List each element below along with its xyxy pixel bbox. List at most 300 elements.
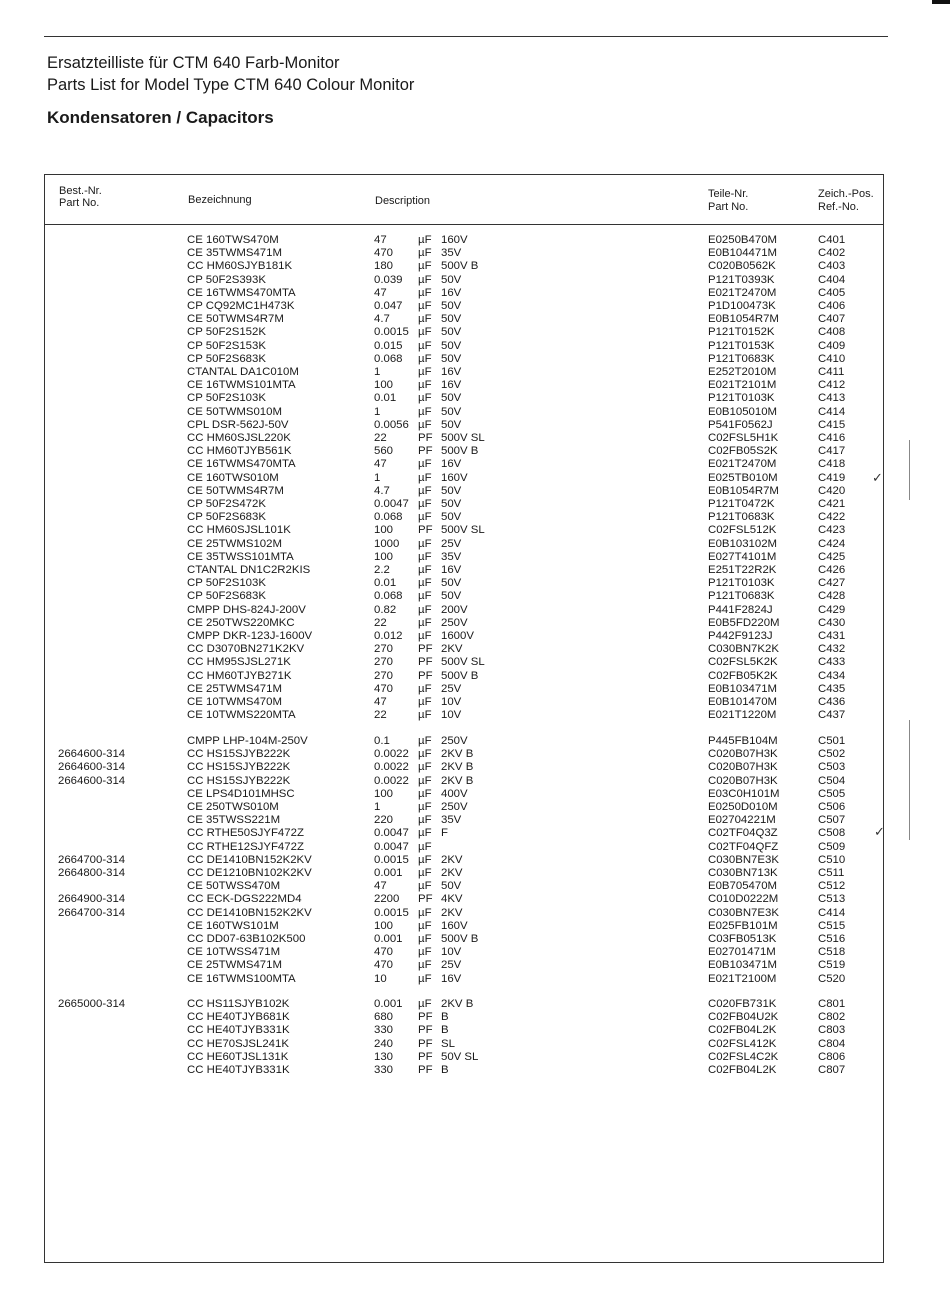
row-part-no: 2665000-314 [58,998,126,1010]
row-teile-nr: E027T4101M [708,550,777,563]
row-ref-no: C409 [818,339,846,352]
row-unit: µF [418,392,432,405]
row-unit: µF [418,564,432,576]
row-voltage: 16V [441,458,462,471]
row-voltage: 2KV B [441,761,474,774]
row-teile-nr: C030BN7E3K [708,906,779,919]
table-row [0,538,950,551]
table-row [0,920,950,933]
row-bezeichnung: CP 50F2S472K [187,498,266,510]
row-ref-no: C425 [818,550,846,563]
table-row [0,564,950,577]
row-ref-no: C428 [818,590,846,603]
row-value: 1 [374,801,381,813]
row-bezeichnung: CE 160TWS101M [187,919,279,932]
row-unit: µF [418,590,432,603]
row-bezeichnung: CC HM60TJYB561K [187,445,292,458]
row-voltage: 10V [441,946,462,959]
row-part-no: 2664700-314 [58,853,126,866]
row-value: 0.039 [374,273,403,286]
row-unit: µF [418,840,432,853]
row-unit: µF [418,959,432,972]
row-ref-no: C806 [818,1050,846,1063]
row-value: 100 [374,550,394,563]
row-bezeichnung: CC HM60SJYB181K [187,260,293,273]
row-ref-no: C405 [818,286,846,299]
row-bezeichnung: CP CQ92MC1H473K [187,300,295,312]
row-unit: µF [418,313,432,326]
row-bezeichnung: CC HM60SJSL220K [187,432,291,444]
row-bezeichnung: CC HE40TJYB681K [187,1011,290,1024]
row-ref-no: C414 [818,405,846,418]
document-title-de: Ersatzteilliste für CTM 640 Farb-Monitor [47,54,340,72]
table-row [0,234,950,247]
table-row [0,1051,950,1064]
row-bezeichnung: CC HM60SJSL101K [187,524,291,537]
row-value: 0.001 [374,998,403,1010]
row-voltage: 500V SL [441,524,485,537]
table-row [0,1064,950,1077]
row-unit: µF [418,458,432,471]
row-teile-nr: C02FSL5K2K [708,656,778,669]
row-voltage: 50V [441,590,462,603]
row-ref-no: C519 [818,959,846,972]
row-voltage: B [441,1024,449,1037]
table-row [0,880,950,893]
row-voltage: 200V [441,603,468,616]
corner-mark [932,0,950,4]
row-unit: µF [418,919,432,932]
row-value: 0.0015 [374,853,409,866]
row-voltage: 50V [441,405,462,418]
row-voltage: 50V [441,418,462,431]
row-value: 0.0056 [374,418,409,431]
row-unit: µF [418,366,432,378]
table-row [0,735,950,748]
row-ref-no: C433 [818,656,846,669]
row-value: 100 [374,379,394,392]
row-teile-nr: C010D0222M [708,893,779,906]
row-bezeichnung: CC HE60TJSL131K [187,1050,289,1063]
row-unit: µF [418,537,432,550]
table-row [0,933,950,946]
row-bezeichnung: CP 50F2S103K [187,392,266,405]
table-row [0,300,950,313]
row-bezeichnung: CPL DSR-562J-50V [187,418,289,431]
row-value: 0.82 [374,603,397,616]
table-row [0,260,950,273]
row-value: 0.0015 [374,326,409,339]
row-ref-no: C801 [818,998,846,1010]
row-ref-no: C407 [818,313,846,326]
row-ref-no: C403 [818,260,846,273]
table-row [0,761,950,774]
row-teile-nr: P445FB104M [708,735,778,747]
table-row [0,946,950,959]
row-bezeichnung: CP 50F2S683K [187,511,266,524]
row-teile-nr: E0B1054R7M [708,313,779,326]
table-row [0,814,950,827]
row-voltage: 2KV [441,867,463,879]
row-ref-no: C513 [818,893,846,906]
row-teile-nr: C020B07H3K [708,761,778,774]
table-row [0,973,950,986]
row-value: 47 [374,458,387,471]
row-part-no: 2664700-314 [58,906,126,919]
document-title-en: Parts List for Model Type CTM 640 Colour Monitor [47,76,415,94]
table-row [0,340,950,353]
row-bezeichnung: CP 50F2S152K [187,326,266,339]
row-teile-nr: P1D100473K [708,300,776,312]
table-row [0,775,950,788]
row-value: 47 [374,880,387,893]
row-unit: µF [418,801,432,813]
table-row [0,696,950,709]
row-value: 0.068 [374,511,403,524]
row-unit: µF [418,774,432,787]
row-value: 4.7 [374,484,390,497]
row-voltage: 50V [441,498,462,510]
row-bezeichnung: CC HE70SJSL241K [187,1037,289,1050]
row-voltage: 400V [441,787,468,800]
row-value: 0.001 [374,867,403,879]
row-value: 130 [374,1050,394,1063]
row-teile-nr: P441F2824J [708,603,773,616]
row-voltage: B [441,1064,449,1076]
table-row [0,577,950,590]
row-teile-nr: P121T0153K [708,339,775,352]
row-bezeichnung: CE 25TWMS471M [187,959,282,972]
row-bezeichnung: CC DE1210BN102K2KV [187,867,312,879]
row-voltage: 50V [441,392,462,405]
row-bezeichnung: CC ECK-DGS222MD4 [187,893,302,906]
row-bezeichnung: CTANTAL DA1C010M [187,366,299,378]
table-row [0,617,950,630]
row-bezeichnung: CE 50TWMS4R7M [187,313,284,326]
row-unit: PF [418,1064,433,1076]
row-bezeichnung: CC HM95SJSL271K [187,656,291,669]
table-row [0,326,950,339]
row-voltage: 500V SL [441,432,485,444]
row-voltage: 16V [441,366,462,378]
row-teile-nr: E0B103471M [708,959,778,972]
table-row [0,959,950,972]
row-voltage: 500V SL [441,656,485,669]
row-teile-nr: P442F9123J [708,630,773,642]
row-ref-no: C512 [818,880,846,893]
row-unit: PF [418,669,433,682]
row-ref-no: C515 [818,919,846,932]
row-bezeichnung: CC RTHE50SJYF472Z [187,827,304,840]
row-unit: µF [418,630,432,642]
row-voltage: 160V [441,471,468,484]
table-row [0,524,950,537]
row-bezeichnung: CC HS11SJYB102K [187,998,290,1010]
row-unit: µF [418,286,432,299]
row-value: 240 [374,1037,394,1050]
row-voltage: 50V [441,484,462,497]
row-teile-nr: E0250B470M [708,234,778,246]
table-row [0,827,950,840]
row-voltage: 500V B [441,933,479,945]
row-teile-nr: C03FB0513K [708,933,777,945]
row-value: 47 [374,696,387,708]
row-teile-nr: C02FB04L2K [708,1064,777,1076]
row-value: 22 [374,709,387,722]
row-unit: µF [418,814,432,827]
header-zeich-pos: Zeich.-Pos. [818,188,874,200]
row-voltage: 250V [441,735,468,747]
row-value: 0.0047 [374,827,409,840]
row-bezeichnung: CE 250TWS220MKC [187,616,295,629]
table-row [0,748,950,761]
row-unit: µF [418,709,432,722]
row-unit: µF [418,682,432,695]
row-voltage: B [441,1011,449,1024]
row-ref-no: C431 [818,630,846,642]
row-teile-nr: C020B07H3K [708,748,778,761]
row-bezeichnung: CE 10TWMS220MTA [187,709,296,722]
row-unit: µF [418,603,432,616]
row-unit: µF [418,933,432,945]
row-bezeichnung: CE 160TWS470M [187,234,279,246]
row-voltage: 4KV [441,893,463,906]
row-ref-no: C510 [818,853,846,866]
row-value: 0.0022 [374,761,409,774]
row-value: 470 [374,959,394,972]
row-bezeichnung: CC D3070BN271K2KV [187,643,305,656]
row-voltage: 250V [441,801,468,813]
row-value: 1 [374,366,381,378]
row-ref-no: C437 [818,709,846,722]
row-value: 0.068 [374,590,403,603]
row-voltage: 10V [441,696,462,708]
header-best-nr: Best.-Nr. [59,185,102,197]
row-value: 470 [374,682,394,695]
row-bezeichnung: CE 16TWMS101MTA [187,379,296,392]
row-ref-no: C430 [818,616,846,629]
row-teile-nr: E0B104471M [708,247,778,260]
row-unit: µF [418,339,432,352]
row-teile-nr: C02FB05S2K [708,445,778,458]
top-rule [44,36,888,37]
row-value: 100 [374,524,394,537]
row-ref-no: C424 [818,537,846,550]
row-ref-no: C417 [818,445,846,458]
row-teile-nr: E02701471M [708,946,776,959]
row-value: 560 [374,445,394,458]
row-value: 1000 [374,537,400,550]
row-teile-nr: E02704221M [708,814,776,827]
row-voltage: 50V [441,577,462,590]
row-value: 2200 [374,893,400,906]
row-bezeichnung: CP 50F2S393K [187,273,266,286]
row-unit: µF [418,511,432,524]
row-bezeichnung: CE 35TWSS101MTA [187,550,294,563]
row-ref-no: C520 [818,972,846,985]
row-ref-no: C436 [818,696,846,708]
header-teile-nr: Teile-Nr. [708,188,749,200]
row-teile-nr: E021T2470M [708,458,777,471]
row-ref-no: C420 [818,484,846,497]
row-unit: µF [418,418,432,431]
row-unit: PF [418,524,433,537]
row-part-no: 2664800-314 [58,867,126,879]
row-ref-no: C503 [818,761,846,774]
row-bezeichnung: CMPP DKR-123J-1600V [187,630,313,642]
row-ref-no: C804 [818,1037,846,1050]
row-value: 180 [374,260,394,273]
table-row [0,419,950,432]
row-bezeichnung: CE 35TWMS471M [187,247,282,260]
row-unit: µF [418,853,432,866]
row-bezeichnung: CP 50F2S683K [187,590,266,603]
row-unit: PF [418,656,433,669]
row-value: 10 [374,972,387,985]
table-row [0,406,950,419]
row-unit: PF [418,1037,433,1050]
row-value: 47 [374,234,387,246]
row-voltage: 2KV B [441,774,474,787]
table-row [0,1011,950,1024]
row-value: 470 [374,946,394,959]
row-bezeichnung: CE 35TWSS221M [187,814,281,827]
row-value: 0.0047 [374,840,409,853]
row-bezeichnung: CE 25TWMS471M [187,682,282,695]
row-voltage: 500V B [441,260,479,273]
row-unit: µF [418,405,432,418]
row-unit: µF [418,352,432,365]
row-teile-nr: E025TB010M [708,471,778,484]
table-row [0,353,950,366]
row-teile-nr: E0B1054R7M [708,484,779,497]
header-teile-part-no: Part No. [708,201,749,213]
table-row [0,274,950,287]
row-value: 22 [374,432,387,444]
row-ref-no: C406 [818,300,846,312]
table-row [0,590,950,603]
row-teile-nr: E0B103471M [708,682,778,695]
row-ref-no: C807 [818,1064,846,1076]
row-bezeichnung: CE 50TWMS4R7M [187,484,284,497]
row-ref-no: C434 [818,669,846,682]
row-voltage: 250V [441,616,468,629]
row-unit: µF [418,972,432,985]
table-row [0,893,950,906]
row-teile-nr: C02FB04L2K [708,1024,777,1037]
table-row [0,392,950,405]
row-voltage: 2KV [441,643,463,656]
row-value: 0.0022 [374,774,409,787]
row-bezeichnung: CC HS15SJYB222K [187,761,291,774]
row-teile-nr: E021T1220M [708,709,777,722]
row-voltage: 25V [441,959,462,972]
row-unit: µF [418,326,432,339]
row-unit: µF [418,946,432,959]
row-bezeichnung: CC HE40TJYB331K [187,1024,290,1037]
row-value: 0.01 [374,392,397,405]
row-teile-nr: E021T2470M [708,286,777,299]
row-value: 270 [374,643,394,656]
row-ref-no: C413 [818,392,846,405]
check-mark-icon: ✓ [874,824,885,839]
row-teile-nr: P121T0103K [708,577,775,590]
row-value: 220 [374,814,394,827]
row-ref-no: C506 [818,801,846,813]
row-ref-no: C419 [818,471,846,484]
row-bezeichnung: CE 10TWSS471M [187,946,281,959]
row-teile-nr: C030BN713K [708,867,778,879]
row-ref-no: C401 [818,234,846,246]
row-value: 0.068 [374,352,403,365]
row-ref-no: C501 [818,735,846,747]
row-teile-nr: C020B0562K [708,260,776,273]
row-bezeichnung: CC DE1410BN152K2KV [187,853,312,866]
row-bezeichnung: CE 10TWMS470M [187,696,282,708]
row-unit: PF [418,1011,433,1024]
row-ref-no: C516 [818,933,846,945]
row-ref-no: C435 [818,682,846,695]
row-part-no: 2664900-314 [58,893,126,906]
row-voltage: 50V [441,300,462,312]
row-voltage: 500V B [441,669,479,682]
row-voltage: 10V [441,709,462,722]
row-ref-no: C508 [818,827,846,840]
row-teile-nr: C02TF04QFZ [708,840,779,853]
table-row [0,485,950,498]
row-teile-nr: P121T0103K [708,392,775,405]
row-teile-nr: P121T0472K [708,498,775,510]
row-value: 330 [374,1064,394,1076]
row-bezeichnung: CE 50TWMS010M [187,405,282,418]
row-voltage: 35V [441,814,462,827]
row-value: 0.015 [374,339,403,352]
row-teile-nr: E0250D010M [708,801,778,813]
table-row [0,709,950,722]
table-row [0,656,950,669]
row-voltage: 50V [441,880,462,893]
row-teile-nr: C02FSL4C2K [708,1050,779,1063]
row-value: 0.01 [374,577,397,590]
table-row [0,683,950,696]
row-unit: µF [418,761,432,774]
row-voltage: 16V [441,379,462,392]
table-row [0,313,950,326]
row-bezeichnung: CE 250TWS010M [187,801,279,813]
row-voltage: 50V [441,339,462,352]
row-voltage: 50V [441,326,462,339]
row-bezeichnung: CE 16TWMS100MTA [187,972,296,985]
row-bezeichnung: CE 160TWS010M [187,471,279,484]
row-voltage: 16V [441,564,462,576]
header-bezeichnung: Bezeichnung [188,194,252,206]
row-bezeichnung: CMPP DHS-824J-200V [187,603,306,616]
row-ref-no: C422 [818,511,846,524]
row-voltage: 50V [441,273,462,286]
row-unit: µF [418,787,432,800]
row-teile-nr: E0B101470M [708,696,778,708]
table-row [0,511,950,524]
row-teile-nr: P121T0152K [708,326,775,339]
row-ref-no: C507 [818,814,846,827]
row-voltage: 16V [441,972,462,985]
table-row [0,867,950,880]
row-unit: µF [418,827,432,840]
row-unit: µF [418,998,432,1010]
row-voltage: 50V [441,511,462,524]
row-voltage: 50V [441,313,462,326]
row-ref-no: C402 [818,247,846,260]
